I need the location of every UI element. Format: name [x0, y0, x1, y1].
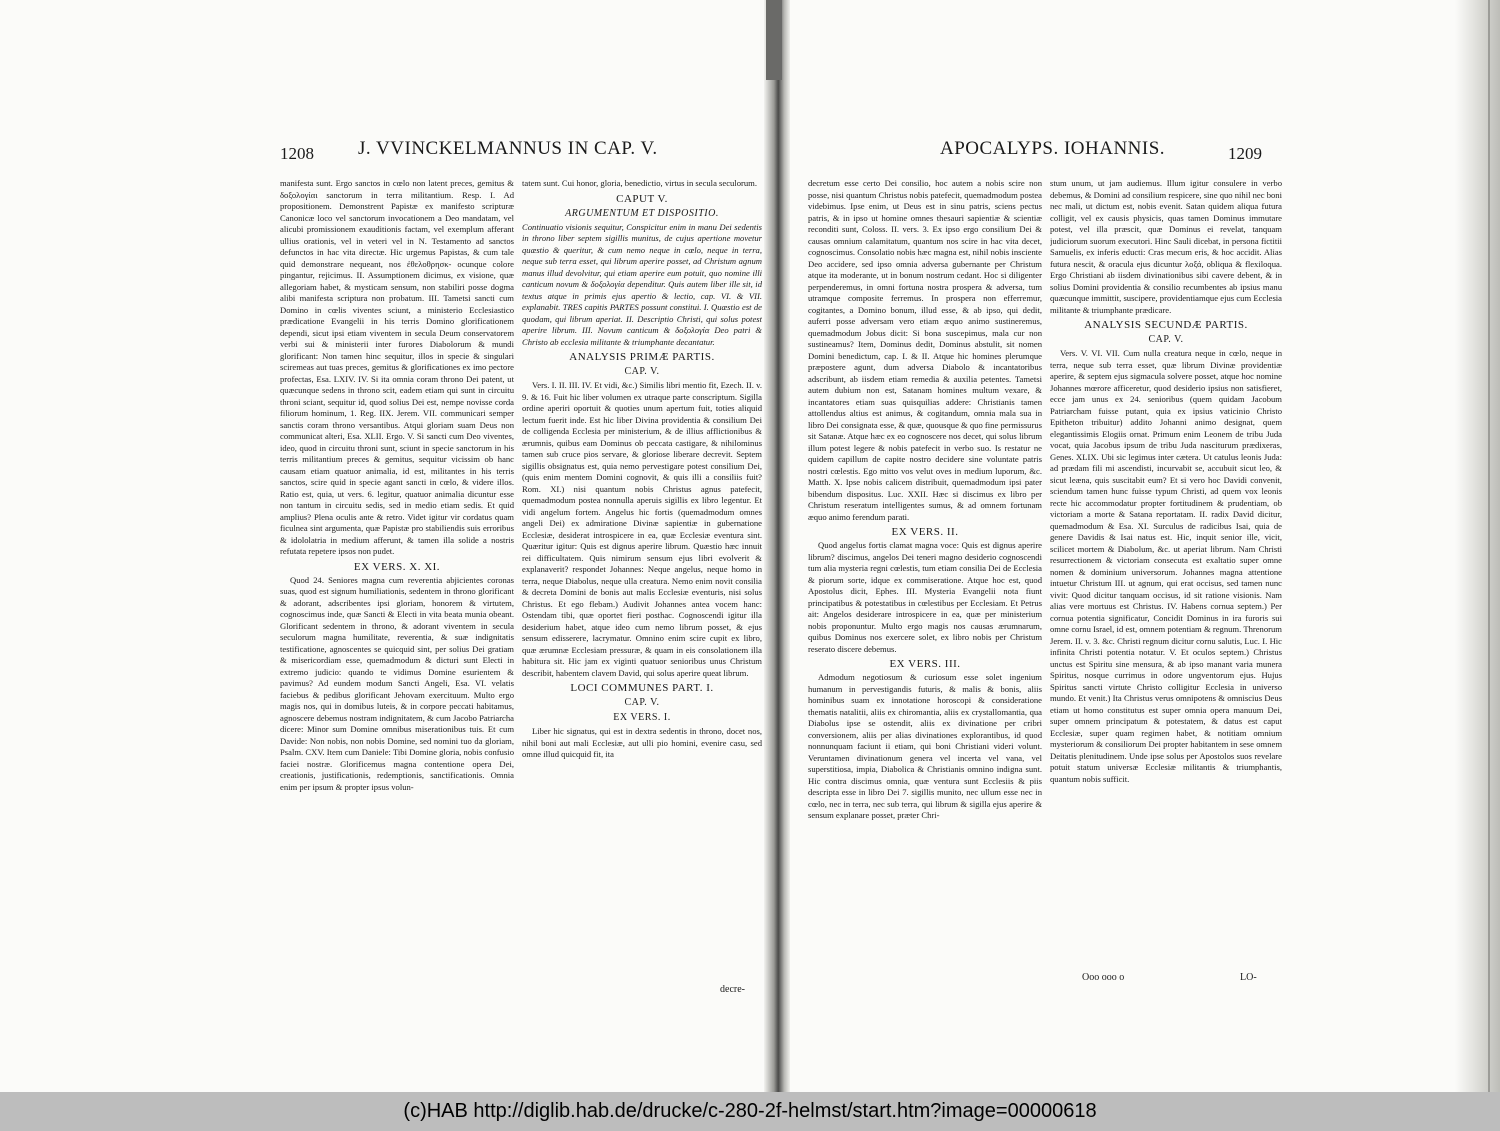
left-column-2 [522, 178, 762, 978]
section-heading: LOCI COMMUNES PART. I. [570, 682, 714, 694]
left-column-1 [280, 178, 514, 978]
copyright-caption: (c)HAB http://diglib.hab.de/drucke/c-280-2f-helmst/start.htm?image=00000618 [403, 1100, 1097, 1122]
left-page [270, 0, 772, 1092]
chapter-heading: CAPUT V. [616, 192, 668, 205]
right-signature-mark: Ooo ooo o [1082, 972, 1125, 983]
page-edge-line [1488, 0, 1490, 1092]
paragraph: manifesta sunt. Ergo sanctos in cœlo non latent preces, gemitus & δοξολογίαι sanctorum in terra militantium. Resp. I. Ad propositionem. Demonstrent Papistæ ex manifesto scripturæ Canonicæ loco vel sanctorum invocationem a Deo mandatam, vel alicubi promissionem exauditionis factam, vel exemplum afferant ullius orationis, vel in veteri vel in N. Testamento ad sanctos defunctos in hac vita directæ. Hic urgemus Papistas, & cum tale quid demonstrare nequeant, nos ἐθελοθρησκ- ocunque colore pingantur, rejicimus. II. Assumptionem dicimus, ex visione, quæ allegoriam habet, & mysticam sensum, non stabiliri posse dogma alibi manifesta scriptura non probatum. III. Tametsi sancti cum Domino in cœlis viventes sciunt, a ministerio Ecclesiastico prædicatione Evangelii in his terris Domino glorificationem dependi, sicut ipsi etiam viventem in secula Deum conservatorem verbi sui & ministerii inter furores Diabolorum & mundi glorificant: Non tamen hinc sequitur, illos in specie & singulari sciremeas aut tuas preces, gemitus & glorificationes ex imo pectore profectas, Esa. LXIV. IV. Si ita omnia coram throno Dei patent, ut quæcunque sedens in throno scit, eadem etiam qui sunt in circuitu throni sciant, sequitur id, quod solius Dei est, nempe novisse corda filiorum hominum, 1. Reg. IIX. Jerem. VII. communicari semper sanctis coram throno versantibus. Atqui gloriam suam Deus non communicat alteri, Esa. XLII. Ergo. V. Si sancti cum Deo viventes, ideo, quod in circuitu throni sunt, sciunt in specie sanctorum in his terris militantium preces & gemitus, sequitur vicissim ob hanc causam etiam quatuor animalia, id est, militantes in his terris sanctos, scire quid in specie agant sancti in cœlo, & videre illos. Ratio est, quia, ut vers. 6. legitur, quatuor animalia dicuntur esse non tantum in circuitu sedis, sed in medio etiam sedis. Et quid amplius? Plena oculis ante & retro. Videt igitur vir cordatus quam ficulnea sint argumenta, quæ Papistæ pro stabiliendis suis erroribus & idololatria in medium afferunt, & tamen illa solide a nostris refutata repetere ipsos non pudet. [280, 178, 514, 556]
right-folio: 1209 [1228, 144, 1262, 163]
right-catchword: LO- [1240, 972, 1257, 983]
paragraph: tatem sunt. Cui honor, gloria, benedictio, virtus in secula seculorum. [522, 178, 757, 188]
right-page [790, 0, 1300, 1092]
right-column-2 [1050, 178, 1282, 980]
right-running-head: APOCALYPS. IOHANNIS. [940, 138, 1166, 159]
book-gutter [764, 0, 790, 1092]
section-heading: EX VERS. II. [891, 526, 959, 538]
paragraph: stum unum, ut jam audiemus. Illum igitur consulere in verbo debemus, & Domini ad consilium respicere, sine quo nihil nec boni nec mali, ut dictum est, nobis evenit. Satan quidem aliqua futura colligit, vel ex causis physicis, quas tamen Dominus immutare potest, vel illa præscit, quæ Dominus ei revelat, tanquam judiciorum suorum executori. Hinc Sauli dicebat, in persona fictitii Samuelis, ex inferis educti: Cras mecum eris, & hoc accidit. Alias futura nescit, & oracula ejus dicuntur λοξά, obliqua & flexiloqua. Ergo Christiani ab iisdem divinationibus sibi cavere debent, & in solius Domini providentia & consilio recumbentes ab ipsius manu quæcunque immittit, suscipere, providentiamque ejus cum Ecclesia militante & triumphante prædicare. [1050, 178, 1282, 315]
section-heading: ARGUMENTUM ET DISPOSITIO. [565, 207, 719, 219]
paragraph: Liber hic signatus, qui est in dextra sedentis in throno, docet nos, nihil boni aut mali Ecclesiæ, aut ulli pio homini, evenire casu, sed omne illud quicquid fit, ita [522, 726, 762, 759]
paragraph: Vers. V. VI. VII. Cum nulla creatura neque in cœlo, neque in terra, neque sub terra esset, quæ librum Divinæ providentiæ aperire, & septem ejus sigmacula solvere posset, atque hoc nomine Johannes mœrore afficeretur, quod desiderio ipsius non satisfieret, ecce jam unus ex 24. senioribus (quem quidam Jacobum Patriarcham fuisse putant, quia ex ipsius vaticinio Christo Epitheton tribuitur) addito Johanni animo designat, quem elegantissimis Elogiis ornat. Primum enim Leonem de tribu Juda vocat, quia Jacobus ipsum de tribu Juda nasciturum prædixeras, Genes. XLIX. Ubi sic legimus inter cætera. Ut catulus leonis Juda: ad prædam fili mi ascendisti, incurvabit se, accubuit sicut leo, & sicut leæna, quis suscitabit eum? Et si vero hoc Davidi convenit, sciendum tamen hunc fuisse typum Christi, ad quem vox leonis recte hic accommodatur propter fortitudinem & prudentiam, ob victoriam a morte & Satana reportatam. II. radix David dicitur, quemadmodum & Esa. XI. Surculus de radicibus Isai, quia de genere Davidis & Isai natus est. Hic, inquit senior ille, vicit, scilicet mortem & Diabolum, &c. ut aperiat librum. Nam Christi resurrectionem & victoriam consecuta est exaltatio super omne nomen & dominium universorum. Johannes magna attentione intuetur Christum III. ut agnum, qui erat occisus, sed tamen nunc vivit: Quod dicitur tanquam occisus, id sit ratione visionis. Nam alias vere mortuus est Christus. IV. Habens cornua septem.) Per cornua potentia significatur, Concidit Dominus in ira furoris sui omne cornu Israel, id est, omnem potentiam & regnum. Threnorum Jerem. II. v. 3. &c. Christi regnum dicitur cornu salutis, Luc. I. Hic infinita Christi potentia notatur. V. Et oculos septem.) Christus unctus est Spiritu sine mensura, & ab ipso manant varia munera Spiritus, nosque currimus in odore ungventorum ejus. Hujus Spiritus sancti virtute Christo colligitur Ecclesia in universo mundo. Et venit.) Ita Christus verus omnipotens & omniscius Deus etiam ut homo constitutus est super omnia opera manuum Dei, super omnem principatum & potestatem, & datus est caput Ecclesiæ, super quam regimen habet, & notitiam omnium mysteriorum & consiliorum Dei propter habitantem in sese omnem Deitatis plenitudinem. Unde ipse solus per Apostolos suos revelare potuit statum universæ Ecclesiæ militantis & triumphantis, quantum nobis sufficit. [1050, 348, 1282, 784]
copyright-caption-bar [0, 1092, 1500, 1131]
section-subheading: EX VERS. I. [613, 712, 671, 723]
left-running-head: J. VVINCKELMANNUS IN CAP. V. [358, 138, 658, 159]
paragraph: decretum esse certo Dei consilio, hoc autem a nobis scire non posse, nisi quantum Christus nobis patefecit, quemadmodum postea videbimus. Ipse enim, ut Deus est in sinu patris, sciens pectus patris, & in ipso ut homine omnes thesauri sapientiæ & scientiæ reconditi sunt, Coloss. II. vers. 3. Ex ipso ergo consilium Dei & causas omnium calamitatum, quantum nos scire in hac vita decet, cognoscimus. Consolatio nobis hæc magna est, nihil nobis insciente Deo accidere, sed ipso omnia adversa gubernante per Christum atque ita moderante, ut in bonum nostrum cedant. Hoc si diligenter perpenderemus, in omni fortuna nostra prospera & adversa, tum utramque composite ferremus. In prospera non efferremur, cogitantes, a Domino bonum, illud esse, & ab ipso, qui dedit, auferri posse adversam vero etiam æquo animo sustineremus, quemadmodum Jobus dicit: Si bona suscepimus, mala cur non sustineamus? Item, Dominus dedit, Dominus abstulit, sit nomen Domini benedictum, cap. I. & II. Atque hic homines plerumque præpostere agunt, dum adversa Diabolo & incantatoribus adscribunt, ab iisdem etiam remedia & auxilia petentes. Tametsi autem dubium non est, Satanam homines multum vexare, & incantatores etiam suas quisquilias addere: Christianis tamen attollendus altius est animus, & cogitandum, omnia mala sua in libro Dei consignata esse, & quæ, quousque & quo fine permissurus sit Satanæ. Atque hæc ex eo cognoscere nos decet, qui solus librum illum potest legere & nobis patefecit in verbo suo. Is restatur ne quidem capillum de capite nostro decidere sine voluntate patris nostri cœlestis. Ego mitto vos velut oves in medium luporum, &c. Matth. X. Ipse nobis calicem distribuit, quemadmodum ipsi pater bibendum dispositus. Luc. XXII. Hæc si discimus ex libro per Christum reseratum intelligentes sumus, & ad omnem fortunam æquo animo ferendum parati. [808, 178, 1042, 522]
left-catchword: decre- [720, 984, 745, 995]
section-heading: EX VERS. III. [889, 658, 961, 670]
paragraph: Quod angelus fortis clamat magna voce: Quis est dignus aperire librum? discimus, angelos Dei teneri magno desiderio cognoscendi tum alia mysteria regni cœlestis, tum etiam consilia Dei de Ecclesia & piorum sorte, idque ex commiseratione. Atque hoc est, quod Apostolus dicit, Ephes. III. Mysteria Evangelii nota fiunt principatibus & potestatibus in cœlestibus per Ecclesiam. Et Petrus ait: Angelos desiderare introspicere in ea, quæ per ministerium nobis proponuntur. Multo ergo magis nos causas ærumnarum, quibus Dominus nos exercere solet, ex libro nobis per Christum reserato discere debemus. [808, 540, 1042, 654]
paragraph: Admodum negotiosum & curiosum esse solet ingenium humanum in pervestigandis futuris, & malis & bonis, aliis hominibus suam ex innotatione horoscopi & consideratione thematis natalitii, aliis ex chiromantia, aliis ex crystallomantia, qua Diabolus ipse se ostendit, aliis ex divinatione per cribri conversionem, aliis per alias divinationes explorantibus, id quod nonnunquam faciunt ii etiam, qui boni Christiani videri volunt. Veruntamen divinationum genera vel incerta vel vana, vel superstitiosa, impia, Diabolica & Christianis omnino indigna sunt. Hic contra discimus omnia, quæ ventura sunt Ecclesiis & piis descripta esse in libro Dei 7. sigillis munito, nec ullum esse nec in cœlo, nec in terra, nec sub terra, qui librum & sigilla ejus aperire & sensum explanare posset, præter Chri- [808, 672, 1042, 820]
section-subheading: CAP. V. [624, 697, 660, 708]
paragraph: Quod 24. Seniores magna cum reverentia abjicientes coronas suas, quod est signum humiliationis, sedentem in throno glorificant & adorant, adscribentes ipsi gloriam, honorem & virtutem, cognoscimus inde, quæ Sancti & Electi in vita beata munia obeant. Glorificant sedentem in throno, & adorant viventem in secula seculorum magna humilitate, reverentia, & suæ indignitatis testificatione, agnoscentes se quicquid sint, per solius Dei gratiam & misericordiam esse, quemadmodum & dicturi sunt Electi in extremo judicio: quando te vidimus Domine esurientem & pavimus? Ad eundem modum Sancti Angeli, Esa. VI. velatis faciebus & pedibus glorificant Jehovam exercituum. Multo ergo magis nos, qui in domibus luteis, & in corpore peccati habitamus, agnoscere debemus nostram indignitatem, & cum Jacobo Patriarcha dicere: Minor sum Domine omnibus miserationibus tuis. Et cum Davide: Non nobis, non nobis Domine, sed nomini tuo da gloriam, Psalm. CXV. Item cum Daniele: Tibi Domine gloria, nobis confusio faciei nostræ. Glorificemus magna contentione opera Dei, creationis, justificationis, redemptionis, sanctificationis. Omnia enim per ipsum & propter ipsus volun- [280, 574, 514, 792]
section-heading: ANALYSIS SECUNDÆ PARTIS. [1084, 319, 1248, 331]
right-column-1 [808, 178, 1042, 980]
left-folio: 1208 [280, 144, 314, 163]
gutter-shadow [766, 0, 782, 80]
section-subheading: CAP. V. [1148, 334, 1184, 345]
section-subheading: CAP. V. [624, 366, 660, 377]
paragraph: Continuatio visionis sequitur, Conspicitur enim in manu Dei sedentis in throno liber septem sigillis munitus, de cujus apertione movetur quæstio & queritur, & cum nemo neque in cœlo, neque in terra, neque sub terra esset, qui librum aperire posset, ad Christum agnum manus illud devolvitur, qui etiam aperire eum potuit, quo nomine illi canticum novum & δοξολογία dependitur. Quis autem liber ille sit, id textus atque in primis ejus apertio & lectio, cap. VI. & VII. explanabit. TRES capitis PARTES possunt constitui. I. Quæstio est de quodam, qui librum aperiat. II. Descriptio Christi, qui solus potest aperire librum. III. Novum canticum & δοξολογία Deo patri & Christo ab ecclesia militante & triumphante decantatur. [522, 221, 762, 347]
section-heading: EX VERS. X. XI. [353, 560, 441, 573]
page-edge-shadow [1455, 0, 1500, 1092]
paragraph: Vers. I. II. III. IV. Et vidi, &c.) Similis libri mentio fit, Ezech. II. v. 9. & 16. Fuit hic liber volumen ex utraque parte conscriptum. Sigilla ordine aperiri oportuit & quoties unum apertum fuit, toties aliquid lectum fuerit inde. Est hic liber Divina providentia & consilium Dei de colligenda Ecclesia per ministerium, & de illius afflictionibus & ærumnis, quibus eam Dominus ob peccata castigare, & nihilominus tamen sub cruce pios servare, & gloriose liberare decrevit. Septem sigillis obsignatus est, quia nemo pervestigare potest consilium Dei, (quis enim mentem Domini cognovit, & quis illi a consiliis fuit? Rom. XI.) nisi quantum nobis Christus agnus patefecit, quemadmodum postea nonnulla aperuis sigillis ex libro legentur. Et vidi angelum fortem. Angelus hic fortis (quemadmodum omnes angeli Dei) ex admiratione Divinæ sapientiæ in gubernatione Ecclesiæ, desiderat introspicere in ea, quæ Ecclesiæ eventura sint. Quæritur igitur: Quis est dignus aperire librum. Quæstio hæc innuit rei difficultatem. Quis nimirum sensum ejus libri evolverit & explanaverit? respondet Johannes: Neque angelus, neque homo in terra, neque Diabolus, neque ulla creatura. Nemo enim novit consilia & decreta Domini de bonis aut malis Ecclesiæ eventuris, nisi solus Christus. Et ego flebam.) Audivit Johannes antea vocem hanc: Ostendam tibi, quæ oportet fieri posthac. Cognoscendi igitur illa desiderium habet, atque ideo cum nemo librum posset, & ejus sensum edisserere, lacrymatur. Omnino enim scire cupit ex libro, quæ ærumnæ Ecclesiam pressuræ, & quam in eis consolationem illa habitura sit. Hic jam ex viginti quatuor senioribus unus Christum describit, habentem clavem David, qui solus aperire queat librum. [522, 380, 762, 678]
section-heading: ANALYSIS PRIMÆ PARTIS. [569, 351, 715, 363]
